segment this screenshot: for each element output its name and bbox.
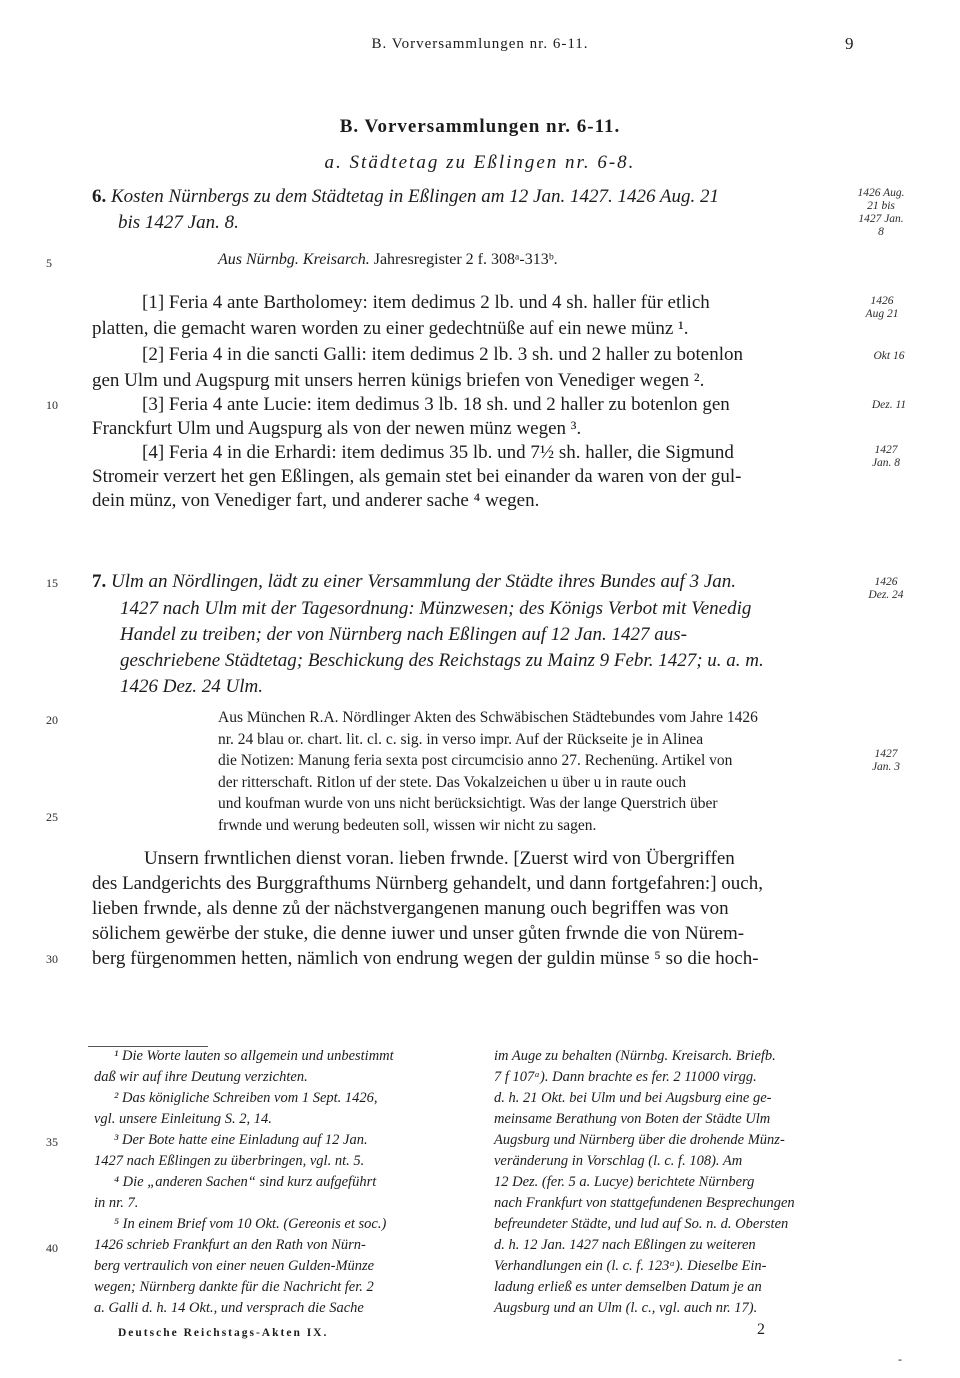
footnote-line: nach Frankfurt von stattgefundenen Besprechungen	[494, 1195, 795, 1211]
footnotes-right-column	[494, 1046, 795, 1319]
margin-date-note: Dez. 11	[871, 399, 907, 411]
doc7-text-line: des Landgerichts des Burggrafthums Nürnberg gehandelt, und dann fortgefahren:] ouch,	[92, 873, 763, 894]
doc7-title-text: Ulm an Nördlingen, lädt zu einer Versammlung der Städte ihres Bundes auf 3 Jan.	[111, 571, 737, 592]
margin-date-note: 1427 Jan. 8	[871, 444, 901, 469]
doc6-source-register: Jahresregister 2 f. 308ᵃ-313ᵇ.	[369, 251, 558, 268]
doc6-text-line: [4] Feria 4 in die Erhardi: item dedimus 35 lb. und 7½ sh. haller, die Sigmund	[142, 442, 734, 463]
doc7-number: 7.	[92, 571, 107, 592]
doc6-number: 6.	[92, 186, 107, 207]
footnote-line: ⁴ Die „anderen Sachen“ sind kurz aufgeführt	[114, 1174, 377, 1190]
footnote-line: berg vertraulich von einer neuen Gulden-Münze	[94, 1258, 375, 1274]
page-number: 9	[845, 34, 854, 53]
footnote-line: vgl. unsere Einleitung S. 2, 14.	[94, 1111, 272, 1127]
doc7-title-line: geschriebene Städtetag; Beschickung des Reichstags zu Mainz 9 Febr. 1427; u. a. m.	[120, 650, 764, 671]
line-number: 5	[46, 256, 52, 270]
line-number: 10	[46, 398, 58, 412]
footnote-line: veränderung in Vorschlag (l. c. f. 108). Am	[494, 1153, 743, 1169]
footnote-line: ² Das königliche Schreiben vom 1 Sept. 1426,	[114, 1090, 378, 1106]
footnote-line: ladung erließ es unter demselben Datum je an	[494, 1279, 762, 1295]
section-subtitle: a. Städtetag zu Eßlingen nr. 6-8.	[324, 152, 636, 173]
footnote-line: befreundeter Städte, und lud auf So. n. d. Obersten	[494, 1216, 789, 1232]
doc7-title-line: 1426 Dez. 24 Ulm.	[120, 676, 264, 697]
doc7-text-line: berg fürgenommen hetten, nämlich von endrung wegen der guldin münse ⁵ so die hoch-	[92, 948, 759, 969]
doc7-title-line: Handel zu treiben; der von Nürnberg nach Eßlingen auf 12 Jan. 1427 aus-	[120, 624, 687, 645]
doc6-text-line: Franckfurt Ulm und Augspurg als von der newen münz wegen ³.	[92, 418, 582, 439]
doc6-text-line: [3] Feria 4 ante Lucie: item dedimus 3 lb. 18 sh. und 2 haller zu botenlon gen	[142, 394, 730, 415]
margin-date-note: 1427 Jan. 3	[871, 748, 901, 773]
margin-date-note: 1426 Aug 21	[865, 295, 899, 320]
doc6-text-line: Stromeir verzert het gen Eßlingen, als gemain stet bei einander da waren von der gul-	[92, 466, 742, 487]
margin-date-note: 1426 Dez. 24	[868, 576, 904, 601]
line-number: 40	[46, 1241, 58, 1255]
doc6-title-line	[92, 186, 719, 208]
doc7-text-line: lieben frwnde, als denne zů der nächstvergangenen manung ouch begriffen was von	[92, 898, 729, 919]
doc7-source-line: und koufman wurde von uns nicht berücksichtigt. Was der lange Querstrich über	[218, 795, 718, 812]
margin-date-note: Okt 16	[873, 350, 905, 362]
doc7-source-line: der ritterschaft. Ritlon uf der stete. Das Vokalzeichen u über u in raute ouch	[218, 773, 687, 791]
footer-signature: Deutsche Reichstags-Akten IX.	[118, 1327, 329, 1339]
footnote-line: 12 Dez. (fer. 5 a. Lucye) berichtete Nürnberg	[494, 1174, 755, 1190]
doc7-title-line: 1427 nach Ulm mit der Tagesordnung: Münzwesen; des Königs Verbot mit Venedig	[120, 598, 752, 619]
footnote-line: ³ Der Bote hatte eine Einladung auf 12 Jan.	[114, 1132, 368, 1148]
doc6-text-line: platten, die gemacht waren worden zu einer gedechtnüße auf ein newe münz ¹.	[92, 318, 689, 339]
footnotes-left-column	[94, 1046, 394, 1319]
line-number: 15	[46, 576, 58, 590]
doc6-title-line: bis 1427 Jan. 8.	[118, 212, 239, 233]
doc6-source-archive: Aus Nürnbg. Kreisarch.	[218, 251, 370, 268]
footnote-line: meinsame Berathung von Boten der Städte Ulm	[494, 1111, 771, 1127]
stray-mark: -	[898, 1352, 902, 1366]
doc6-text-line: dein münz, von Venediger fart, und anderer sache ⁴ wegen.	[92, 490, 540, 511]
doc6-text-line: [2] Feria 4 in die sancti Galli: item dedimus 2 lb. 3 sh. und 2 haller zu botenlon	[142, 344, 744, 365]
footnote-line: ¹ Die Worte lauten so allgemein und unbestimmt	[114, 1048, 394, 1064]
doc7-source-line: nr. 24 blau or. chart. lit. cl. c. sig. in verso impr. Auf der Rückseite je in Alinea	[218, 730, 704, 748]
doc7-title-line	[92, 571, 736, 593]
doc7-source-line: Aus München R.A. Nördlinger Akten des Schwäbischen Städtebundes vom Jahre 1426	[218, 709, 758, 726]
footnote-line: 1427 nach Eßlingen zu überbringen, vgl. nt. 5.	[94, 1153, 365, 1169]
line-number: 35	[46, 1135, 58, 1149]
section-title: B. Vorversammlungen nr. 6-11.	[339, 116, 621, 137]
footnote-line: im Auge zu behalten (Nürnbg. Kreisarch. Briefb.	[494, 1048, 776, 1064]
doc6-source	[218, 251, 558, 269]
running-title: B. Vorversammlungen nr. 6-11.	[371, 36, 589, 52]
doc7-text-line: Unsern frwntlichen dienst voran. lieben frwnde. [Zuerst wird von Übergriffen	[144, 848, 735, 869]
doc7-text-line: sölichem gewërbe der stuke, die denne iuwer und unser gůten frwnde die von Nürem-	[92, 923, 745, 944]
footnote-line: in nr. 7.	[94, 1195, 139, 1211]
doc7-source-line: frwnde und werung bedeuten soll, wissen wir nicht zu sagen.	[218, 816, 597, 834]
doc6-text-line: [1] Feria 4 ante Bartholomey: item dedimus 2 lb. und 4 sh. haller für etlich	[142, 292, 710, 313]
footnote-line: 1426 schrieb Frankfurt an den Rath von Nürn-	[94, 1237, 366, 1253]
sheet-number: 2	[757, 1321, 765, 1338]
doc7-source-line: die Notizen: Manung feria sexta post circumcisio anno 27. Rechenüng. Artikel von	[218, 752, 733, 769]
footnote-line: Augsburg und an Ulm (l. c., vgl. auch nr. 17).	[494, 1300, 758, 1316]
footnote-line: Verhandlungen ein (l. c. f. 123ᵃ). Dieselbe Ein-	[494, 1258, 767, 1274]
margin-date-note: 1426 Aug. 21 bis 1427 Jan. 8	[857, 187, 905, 238]
footnote-line: daß wir auf ihre Deutung verzichten.	[94, 1069, 308, 1085]
doc7-source-note	[218, 707, 758, 836]
footnote-line: Augsburg und Nürnberg über die drohende Münz-	[494, 1132, 785, 1148]
footnote-line: d. h. 21 Okt. bei Ulm und bei Augsburg eine ge-	[494, 1090, 772, 1106]
footnote-line: a. Galli d. h. 14 Okt., und versprach die Sache	[94, 1300, 364, 1316]
doc6-text-line: gen Ulm und Augspurg mit unsers herren künigs briefen von Venediger wegen ².	[92, 370, 705, 391]
line-number: 30	[46, 952, 58, 966]
footnote-line: 7 f 107ᵃ). Dann brachte es fer. 2 11000 virgg.	[494, 1069, 757, 1085]
line-number: 25	[46, 810, 58, 824]
footnote-line: d. h. 12 Jan. 1427 nach Eßlingen zu weiteren	[494, 1237, 756, 1253]
footnote-line: ⁵ In einem Brief vom 10 Okt. (Gereonis et soc.)	[114, 1216, 387, 1232]
footnote-line: wegen; Nürnberg dankte für die Nachricht fer. 2	[94, 1279, 374, 1295]
line-number: 20	[46, 713, 58, 727]
doc6-title-text: Kosten Nürnbergs zu dem Städtetag in Eßlingen am 12 Jan. 1427. 1426 Aug. 21	[111, 186, 719, 207]
